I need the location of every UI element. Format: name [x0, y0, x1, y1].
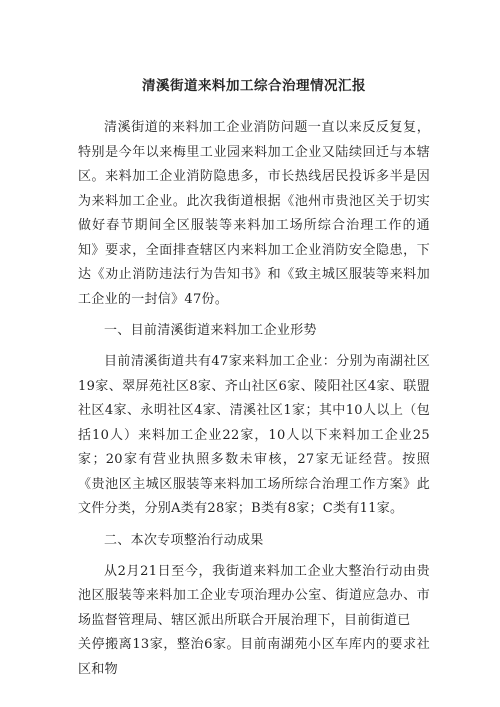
paragraph-results: 从2月21日至今，我街道来料加工企业大整治行动由贵池区服装等来料加工企业专项治理办公室、街道应急办、市场监督管理局、辖区派出所联合开展治理下，目前街道已	[78, 563, 430, 628]
paragraph-intro: 清溪街道的来料加工企业消防问题一直以来反反复复，特别是今年以来梅里工业园来料加工企业又陆续回迁与本辖区。来料加工企业消防隐患多，市长热线居民投诉多半是因为来料加工企业。此次我街道根据《池州市贵池区关于切实做好春节期间全区服装等来料加工场所综合治理工作的通知》要求，全面排查辖区内来料加工企业消防安全隐患，下达《劝止消防违法行为告知书》和《致主城区服装等来料加工企业的一封信》47份。	[78, 120, 430, 307]
section-heading-results: 二、本次专项整治行动成果	[104, 532, 264, 548]
section-heading-situation: 一、目前清溪街道来料加工企业形势	[104, 323, 317, 338]
paragraph-results-continued: 关停搬离13家，整治6家。目前南湖苑小区车库内的要求社区和物	[78, 637, 430, 677]
document-title: 清溪街道来料加工综合治理情况汇报	[142, 78, 366, 94]
paragraph-situation: 目前清溪街道共有47家来料加工企业：分别为南湖社区19家、翠屏苑社区8家、齐山社区6家、陵阳社区4家、联盟社区4家、永明社区4家、清溪社区1家；其中10人以上（包括10人）来料加工企业22家，10人以下来料加工企业25家；20家有营业执照多数未审核，27家无证经营。按照《贵池区主城区服装等来料加工场所综合治理工作方案》此文件分类，分别A类有28家；B类有8家；C类有11家。	[78, 354, 430, 516]
